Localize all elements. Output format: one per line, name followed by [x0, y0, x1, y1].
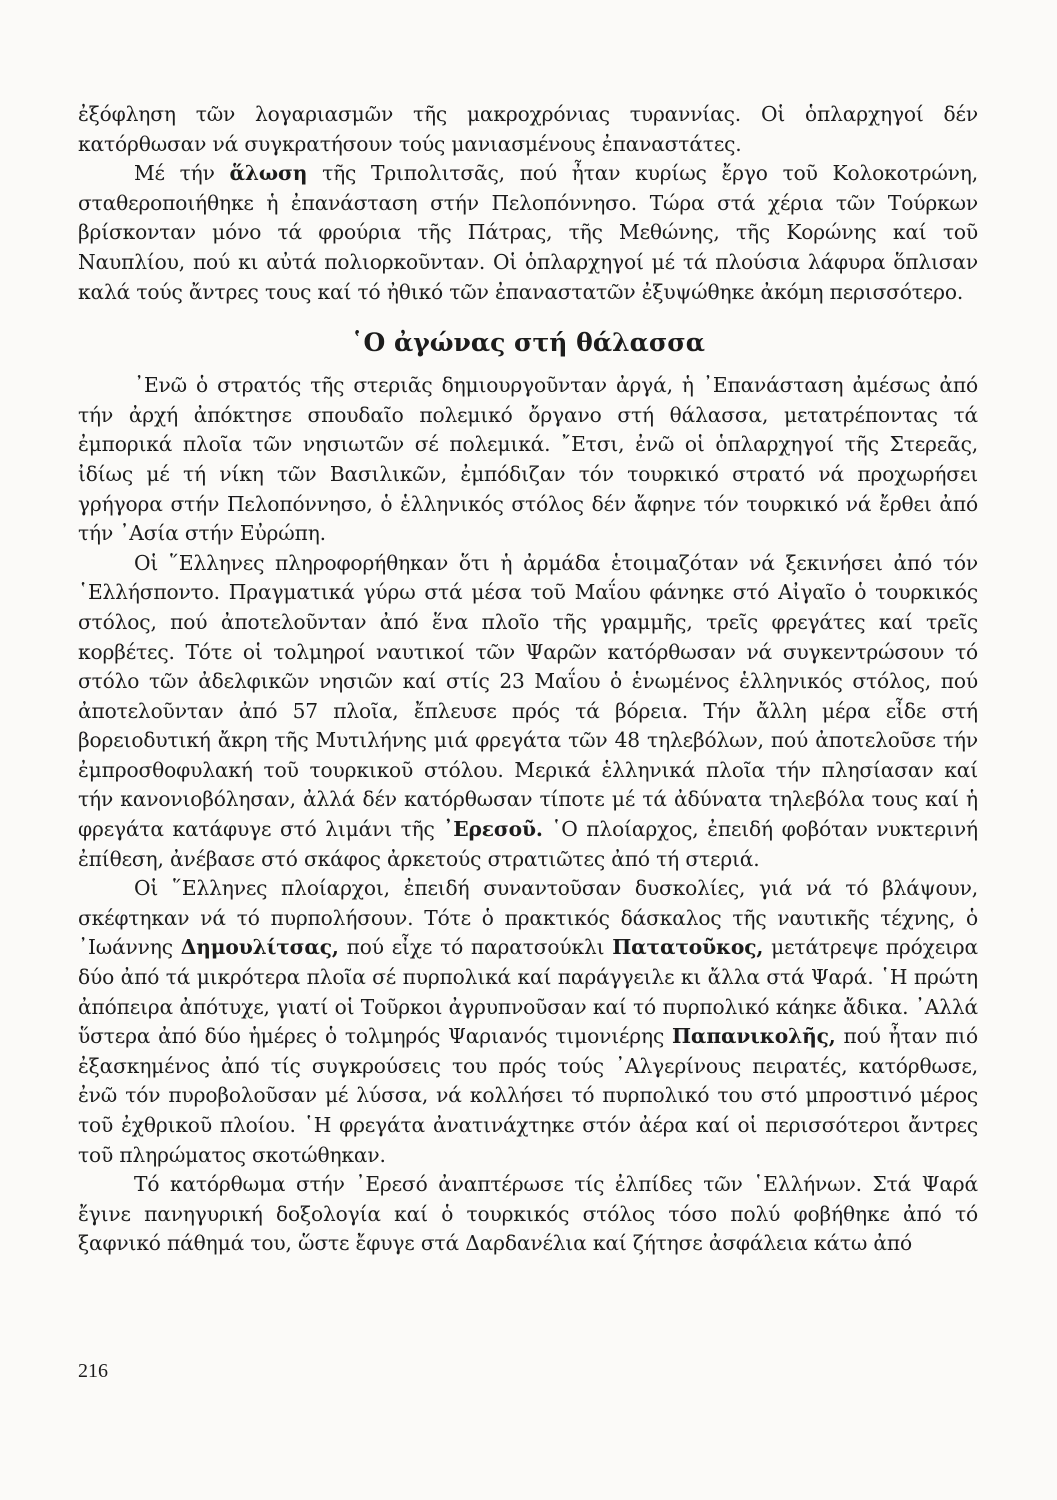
emphasized-name: Δημουλίτσας, — [180, 935, 339, 960]
document-page — [78, 100, 978, 1259]
emphasized-term: ᾿Ερεσοῦ. — [443, 817, 543, 842]
paragraph — [78, 549, 978, 875]
page-number: 216 — [78, 1360, 108, 1382]
emphasized-term: ἅλωση — [229, 161, 308, 186]
paragraph — [78, 100, 978, 159]
paragraph-text: Οἱ ῞Ελληνες πληροφορήθηκαν ὅτι ἡ ἀρμάδα ἑτοιμαζόταν νά ξεκινήσει ἀπό τόν ῾Ελλήσποντο. Πραγματικά γύρω στά μέσα τοῦ Μαΐου φάνηκε στό Αἰγαῖο ὁ τουρκικός στόλος, πού ἀποτελοῦνταν ἀπό ἕνα πλοῖο τῆς γραμμῆς, τρεῖς φρεγάτες καί τρεῖς κορβέτες. Τότε οἱ τολμηροί ναυτικοί τῶν Ψαρῶν κατόρθωσαν νά συγκεντρώσουν τό στόλο τῶν ἀδελφικῶν νησιῶν καί στίς 23 Μαΐου ὁ ἑνωμένος ἑλληνικός στόλος, πού ἀποτελοῦνταν ἀπό 57 πλοῖα, ἔπλευσε πρός τά βόρεια. Τήν ἄλλη μέρα εἶδε στή βορειοδυτική ἄκρη τῆς Μυτιλήνης μιά φρεγάτα τῶν 48 τηλεβόλων, πού ἀποτελοῦσε τήν ἐμπροσθοφυλακή τοῦ τουρκικοῦ στόλου. Μερικά ἑλληνικά πλοῖα τήν πλησίασαν καί τήν κανονιοβόλησαν, ἀλλά δέν κατόρθωσαν τίποτε μέ τά ἀδύνατα τηλεβόλα τους καί ἡ φρεγάτα κατάφυγε στό λιμάνι τῆς — [78, 550, 978, 842]
paragraph-text: πού ἦταν πιό ἐξασκημένος ἀπό τίς συγκρούσεις του πρός τούς ᾿Αλγερίνους πειρατές, κατόρθωσε, ἐνῶ τόν πυροβολοῦσαν μέ λύσσα, νά κολλήσει τό πυρπολικό του στό μπροστινό μέρος τοῦ ἐχθρικοῦ πλοίου. ῾Η φρεγάτα ἀνατινάχτηκε στόν ἀέρα καί οἱ περισσότεροι ἄντρες τοῦ πληρώματος σκοτώθηκαν. — [78, 1024, 979, 1167]
paragraph-text: ᾿Ενῶ ὁ στρατός τῆς στεριᾶς δημιουργοῦνταν ἀργά, ἡ ᾿Επανάσταση ἀμέσως ἀπό τήν ἀρχή ἀπόκτησε σπουδαῖο πολεμικό ὄργανο στή θάλασσα, μετατρέποντας τά ἐμπορικά πλοῖα τῶν νησιωτῶν σέ πολεμικά. ῎Ετσι, ἐνῶ οἱ ὁπλαρχηγοί τῆς Στερεᾶς, ἰδίως μέ τή νίκη τῶν Βασιλικῶν, ἐμπόδιζαν τόν τουρκικό στρατό νά προχωρήσει γρήγορα στήν Πελοπόννησο, ὁ ἑλληνικός στόλος δέν ἄφηνε τόν τουρκικό νά ἔρθει ἀπό τήν ᾿Ασία στήν Εὐρώπη. — [78, 373, 978, 546]
paragraph-text: Τό κατόρθωμα στήν ᾿Ερεσό ἀναπτέρωσε τίς ἐλπίδες τῶν ῾Ελλήνων. Στά Ψαρά ἔγινε πανηγυρική δοξολογία καί ὁ τουρκικός στόλος τόσο πολύ φοβήθηκε ἀπό τό ξαφνικό πάθημά του, ὥστε ἔφυγε στά Δαρδανέλια καί ζήτησε ἀσφάλεια κάτω ἀπό — [78, 1172, 978, 1256]
paragraph-text: τῆς Τριπολιτσᾶς, πού ἦταν κυρίως ἔργο τοῦ Κολοκοτρώνη, σταθεροποιήθηκε ἡ ἐπανάσταση στήν Πελοπόννησο. Τώρα στά χέρια τῶν Τούρκων βρίσκονταν μόνο τά φρούρια τῆς Πάτρας, τῆς Μεθώνης, τῆς Κορώνης καί τοῦ Ναυπλίου, πού κι αὐτά πολιορκοῦνταν. Οἱ ὁπλαρχηγοί μέ τά πλούσια λάφυρα ὅπλισαν καλά τούς ἄντρες τους καί τό ἠθικό τῶν ἐπαναστατῶν ἐξυψώθηκε ἀκόμη περισσότερο. — [78, 161, 978, 304]
paragraph-text: πού εἶχε τό παρατσούκλι — [338, 935, 613, 960]
emphasized-name: Πατατοῦκος, — [612, 935, 764, 960]
paragraph — [78, 874, 978, 1170]
section-heading: ῾Ο ἀγώνας στή θάλασσα — [351, 328, 705, 358]
paragraph-text: μετάτρεψε πρόχειρα δύο ἀπό τά μικρότερα πλοῖα σέ πυρπολικά καί παράγγειλε κι ἄλλα στά Ψαρά. ῾Η πρώτη ἀπόπειρα ἀπότυχε, γιατί οἱ Τοῦρκοι ἀγρυπνοῦσαν καί τό πυρπολικό κάηκε ἄδικα. ᾿Αλλά ὕστερα ἀπό δύο ἡμέρες ὁ τολμηρός Ψαριανός τιμονιέρης — [78, 935, 978, 1049]
paragraph-text: Μέ τήν — [134, 161, 230, 186]
paragraph-text: ἐξόφληση τῶν λογαριασμῶν τῆς μακροχρόνιας τυραννίας. Οἱ ὁπλαρχηγοί δέν κατόρθωσαν νά συγκρατήσουν τούς μανιασμένους ἐπαναστάτες. — [78, 102, 978, 156]
paragraph-text: Οἱ ῞Ελληνες πλοίαρχοι, ἐπειδή συναντοῦσαν δυσκολίες, γιά νά τό βλάψουν, σκέφτηκαν νά τό πυρπολήσουν. Τότε ὁ πρακτικός δάσκαλος τῆς ναυτικῆς τέχνης, ὁ ᾿Ιωάννης — [78, 876, 978, 960]
paragraph-text: ῾Ο πλοίαρχος, ἐπειδή φοβόταν νυκτερινή ἐπίθεση, ἀνέβασε στό σκάφος ἀρκετούς στρατιῶτες ἀπό τή στεριά. — [78, 817, 978, 871]
paragraph — [78, 159, 978, 307]
paragraph — [78, 371, 978, 549]
paragraph — [78, 1170, 978, 1259]
emphasized-name: Παπανικολῆς, — [672, 1024, 836, 1049]
